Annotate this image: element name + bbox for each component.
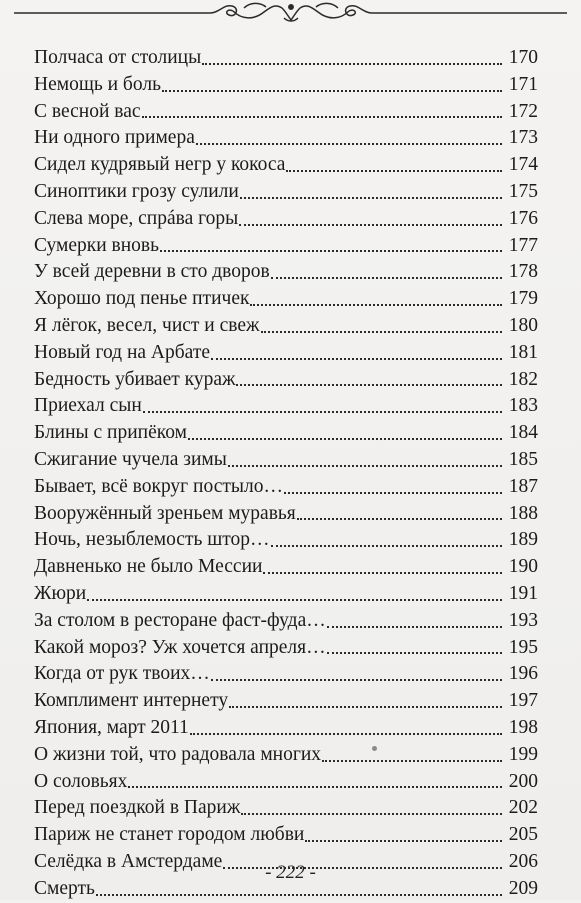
toc-entry [34,233,538,260]
toc-entry-title: Когда от рук твоих… [34,663,210,685]
toc-entry-title: Париж не станет городом любви [34,824,305,846]
toc-entry-page: 171 [508,73,538,95]
toc-leader-dots [250,303,502,306]
toc-entry [34,661,538,688]
toc-leader-dots [188,437,502,440]
toc-leader-dots [202,62,502,65]
toc-leader-dots [305,839,502,842]
toc-entry-title: Ни одного примера [34,127,195,149]
toc-leader-dots [96,893,502,896]
toc-entry-title: Япония, март 2011 [34,716,189,738]
toc-leader-dots [190,732,502,735]
toc-entry [34,688,538,715]
toc-entry-page: 175 [508,180,538,202]
toc-entry-page: 173 [508,127,538,149]
header-ornament-icon [14,0,567,30]
toc-leader-dots [142,115,502,118]
toc-entry-title: Ночь, незыблемость штор… [34,529,270,551]
toc-leader-dots [271,544,502,547]
toc-entry-title: Сумерки вновь [34,234,160,256]
toc-entry [34,152,538,179]
toc-entry [34,313,538,340]
toc-entry-title: Синоптики грозу сулили [34,180,239,202]
toc-entry-title: Комплимент интернету [34,690,229,712]
toc-entry-title: Блины с припёком [34,422,187,444]
toc-entry [34,393,538,420]
toc-leader-dots [143,410,502,413]
toc-entry-title: Давненько не было Мессии [34,556,263,578]
toc-entry [34,72,538,99]
toc-leader-dots [327,625,502,628]
toc-leader-dots [236,383,502,386]
toc-entry [34,635,538,662]
toc-entry [34,206,538,233]
toc-entry-title: Немощь и боль [34,73,161,95]
toc-entry-page: 189 [508,529,538,551]
toc-leader-dots [211,678,502,681]
toc-entry-page: 182 [508,368,538,390]
toc-entry [34,99,538,126]
toc-leader-dots [322,759,502,762]
toc-entry-page: 181 [508,341,538,363]
toc-entry-page: 197 [508,690,538,712]
toc-entry-page: 179 [508,288,538,310]
toc-leader-dots [263,571,502,574]
toc-entry-page: 191 [508,582,538,604]
page-number: - 222 - [265,862,316,883]
toc-entry-page: 188 [508,502,538,524]
toc-entry-title: За столом в ресторане фаст-фуда… [34,609,326,631]
toc-entry [34,527,538,554]
toc-entry-page: 202 [508,797,538,819]
toc-leader-dots [261,330,503,333]
toc-entry-page: 176 [508,207,538,229]
toc-entry-page: 195 [508,636,538,658]
toc-entry [34,420,538,447]
toc-leader-dots [241,812,502,815]
toc-entry-title: Вооружённый зреньем муравья [34,502,296,524]
toc-entry-page: 190 [508,556,538,578]
toc-leader-dots [284,491,502,494]
toc-entry-page: 177 [508,234,538,256]
toc-entry [34,742,538,769]
toc-entry-page: 185 [508,448,538,470]
toc-leader-dots [196,142,502,145]
toc-entry [34,179,538,206]
table-of-contents [34,45,538,903]
toc-entry [34,581,538,608]
toc-entry-page: 206 [508,850,538,872]
toc-leader-dots [327,651,502,654]
toc-entry [34,501,538,528]
toc-entry [34,608,538,635]
toc-entry-title: Смерть [34,877,95,899]
toc-entry-title: Селёдка в Амстердаме [34,850,223,872]
toc-entry-page: 198 [508,716,538,738]
toc-entry-title: Какой мороз? Уж хочется апреля… [34,636,326,658]
toc-entry [34,45,538,72]
toc-entry-title: Приехал сын [34,395,142,417]
toc-leader-dots [297,517,502,520]
toc-leader-dots [286,169,502,172]
toc-entry-title: Полчаса от столицы [34,47,202,68]
toc-entry-page: 196 [508,663,538,685]
toc-entry [34,286,538,313]
toc-leader-dots [240,196,502,199]
toc-entry-title: Сжигание чучела зимы [34,448,227,470]
toc-entry-title: О жизни той, что радовала многих [34,743,322,765]
toc-leader-dots [87,598,502,601]
toc-entry [34,125,538,152]
toc-entry-page: 209 [508,877,538,899]
toc-entry-page: 187 [508,475,538,497]
toc-leader-dots [162,89,502,92]
toc-entry-title: Слева море, спрáва горы [34,207,239,229]
toc-entry-title: Перед поездкой в Париж [34,797,241,819]
toc-entry-page: 170 [508,47,538,68]
toc-entry [34,340,538,367]
toc-entry [34,715,538,742]
toc-entry-page: 174 [508,154,538,176]
toc-entry-title: Я лёгок, весел, чист и свеж [34,314,260,336]
toc-entry-page: 180 [508,314,538,336]
paper-speck [372,746,377,751]
toc-entry-title: С весной вас [34,100,141,122]
toc-leader-dots [211,357,502,360]
toc-entry-title: Бывает, всё вокруг постыло… [34,475,283,497]
toc-entry [34,554,538,581]
toc-leader-dots [128,785,502,788]
toc-entry [34,474,538,501]
toc-entry-page: 184 [508,422,538,444]
toc-leader-dots [239,223,502,226]
toc-entry-title: Бедность убивает кураж [34,368,236,390]
toc-entry [34,447,538,474]
toc-leader-dots [160,249,502,252]
toc-leader-dots [229,705,502,708]
toc-entry-title: У всей деревни в сто дворов [34,261,270,283]
toc-entry-page: 178 [508,261,538,283]
toc-entry-title: О соловьях [34,770,128,792]
toc-entry-page: 193 [508,609,538,631]
toc-entry [34,822,538,849]
toc-entry [34,769,538,796]
toc-leader-dots [271,276,502,279]
toc-entry [34,259,538,286]
toc-entry-title: Новый год на Арбате [34,341,210,363]
toc-leader-dots [228,464,502,467]
toc-entry-page: 172 [508,100,538,122]
toc-entry-page: 183 [508,395,538,417]
toc-entry-title: Хорошо под пенье птичек [34,288,250,310]
toc-entry-page: 205 [508,824,538,846]
toc-entry-page: 199 [508,743,538,765]
toc-entry [34,367,538,394]
toc-entry-page: 200 [508,770,538,792]
toc-entry-title: Жюри [34,582,87,604]
toc-entry [34,795,538,822]
toc-entry-title: Сидел кудрявый негр у кокоса [34,154,286,176]
